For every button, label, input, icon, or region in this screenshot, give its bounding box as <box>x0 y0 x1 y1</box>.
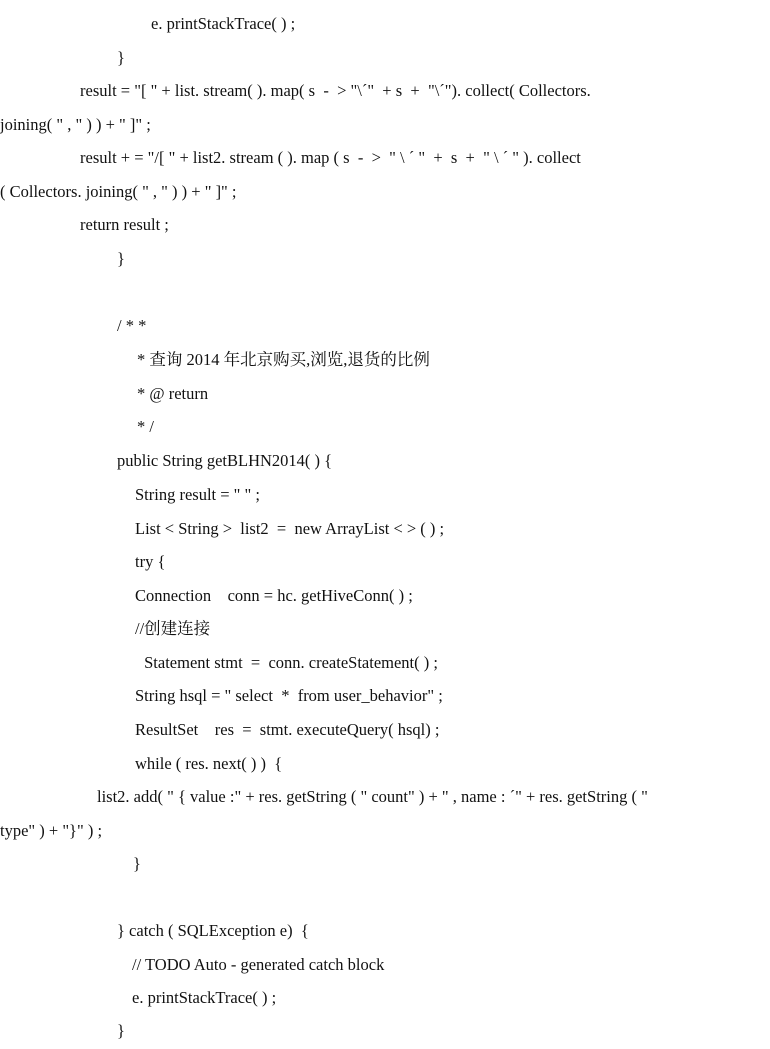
code-line: * / <box>137 417 154 436</box>
code-line: joining( " , " ) ) + " ]" ; <box>0 115 151 134</box>
code-line: List < String > list2 = new ArrayList < > ( ) ; <box>135 519 445 538</box>
code-line: * @ return <box>137 384 209 403</box>
code-line: String result = " " ; <box>135 485 260 504</box>
code-line: type" ) + "}" ) ; <box>0 821 103 840</box>
code-line: return result ; <box>80 215 169 234</box>
code-line: //创建连接 <box>135 619 211 638</box>
code-line: } <box>117 48 125 67</box>
code-line: Statement stmt = conn. createStatement( ) ; <box>140 653 438 672</box>
code-line: } <box>133 854 141 873</box>
blank-line <box>0 883 770 913</box>
code-line: } <box>117 249 125 268</box>
blank-line <box>0 278 770 308</box>
code-line: // TODO Auto - generated catch block <box>132 955 385 974</box>
code-line: result = "[ " + list. stream( ). map( s - > "\´" + s + "\´"). collect( Collectors. <box>80 81 591 100</box>
code-line: ( Collectors. joining( " , " ) ) + " ]" ; <box>0 182 237 201</box>
code-line: e. printStackTrace( ) ; <box>151 14 296 33</box>
code-line: result + = "/[ " + list2. stream ( ). map ( s - > " \ ´ " + s + " \ ´ " ). collect <box>80 148 581 167</box>
code-line: } <box>117 1021 125 1040</box>
code-line: / * * <box>117 316 147 335</box>
code-line: list2. add( " { value :" + res. getString ( " count" ) + " , name : ´" + res. getString ( " <box>97 787 648 806</box>
code-line: String hsql = " select * from user_behavior" ; <box>135 686 443 705</box>
code-line: e. printStackTrace( ) ; <box>132 988 277 1007</box>
code-line: try { <box>135 552 166 571</box>
code-line: } catch ( SQLException e) { <box>117 921 309 940</box>
code-line: public String getBLHN2014( ) { <box>117 451 333 470</box>
code-line: while ( res. next( ) ) { <box>135 754 283 773</box>
code-line: ResultSet res = stmt. executeQuery( hsql) ; <box>135 720 440 739</box>
code-line: * 查询 2014 年北京购买,浏览,退货的比例 <box>137 350 430 369</box>
code-line: Connection conn = hc. getHiveConn( ) ; <box>135 586 413 605</box>
